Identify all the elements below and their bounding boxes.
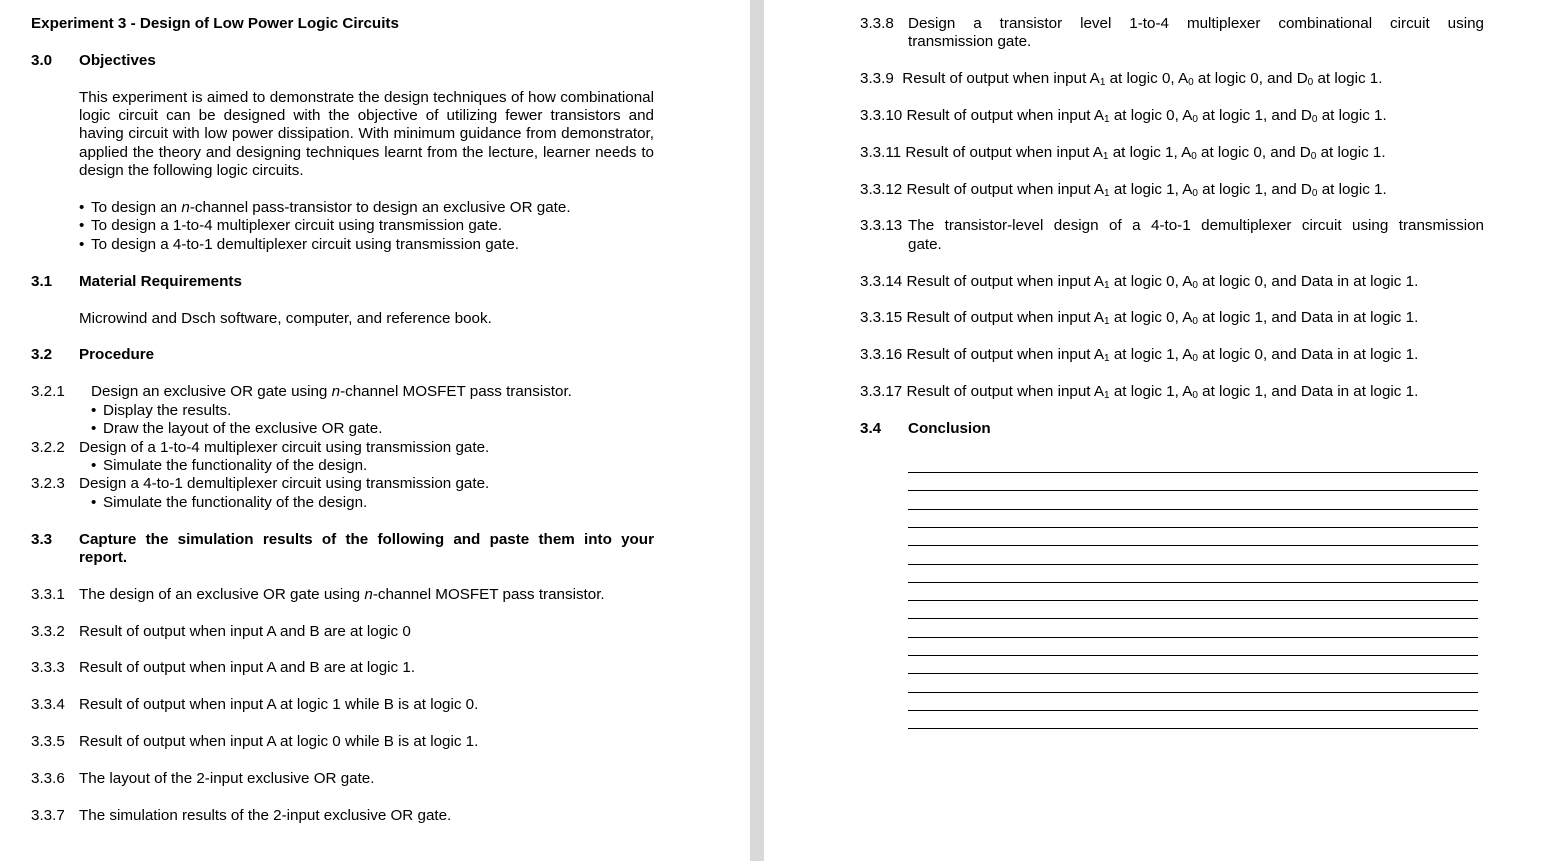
procedure-3-2-3-text: Design a 4-to-1 demultiplexer circuit using transmission gate.	[79, 475, 490, 492]
conclusion-line[interactable]	[908, 692, 1478, 693]
section-3-2-heading: Procedure	[79, 346, 155, 363]
item-3-3-1-number: 3.3.1	[31, 586, 65, 603]
item-3-3-2-number: 3.3.2	[31, 623, 65, 640]
conclusion-line[interactable]	[908, 545, 1478, 546]
section-3-3-heading-line-1: Capture the simulation results of the following and paste them into your	[79, 531, 654, 548]
item-3-3-13-line-1: The transistor-level design of a 4-to-1 demultiplexer circuit using transmission	[908, 217, 1484, 234]
objective-bullet-3: • To design a 4-to-1 demultiplexer circuit using transmission gate.	[91, 236, 519, 254]
procedure-3-2-2-text: Design of a 1-to-4 multiplexer circuit using transmission gate.	[79, 439, 490, 456]
conclusion-line[interactable]	[908, 527, 1478, 528]
mux-result-row: 3.3.9 Result of output when input $A_1$ at logic 0, $A_0$ at logic 0, and $D_0$ at logic 1.	[860, 70, 1383, 88]
material-requirements-text: Microwind and Dsch software, computer, and reference book.	[79, 310, 492, 327]
conclusion-line[interactable]	[908, 564, 1478, 565]
conclusion-line[interactable]	[908, 490, 1478, 491]
item-3-3-13-number: 3.3.13	[860, 217, 903, 234]
item-3-3-4-number: 3.3.4	[31, 696, 65, 713]
item-3-3-3-text: Result of output when input A and B are at logic 1.	[79, 659, 416, 676]
objective-paragraph: This experiment is aimed to demonstrate the design techniques of how combinational logic circuit can be designed with the objective of utilizing fewer transistors and having circuit with low power dissipation. With minimum guidance from demonstrator, applied the theory and designing techniques learnt from the lecture, learner needs to design the following logic circuits.	[79, 89, 654, 179]
item-3-3-3-number: 3.3.3	[31, 659, 65, 676]
demux-result-row: 3.3.15 Result of output when input $A_1$ at logic 0, $A_0$ at logic 1, and Data in at logic 1.	[860, 309, 1419, 327]
demux-result-row: 3.3.17 Result of output when input $A_1$ at logic 1, $A_0$ at logic 1, and Data in at logic 1.	[860, 383, 1419, 401]
section-3-4-heading: Conclusion	[908, 420, 991, 437]
item-3-3-6-text: The layout of the 2-input exclusive OR gate.	[79, 770, 375, 787]
item-3-3-8-line-2: transmission gate.	[908, 33, 1032, 50]
procedure-3-2-3-number: 3.2.3	[31, 475, 65, 492]
conclusion-line[interactable]	[908, 600, 1478, 601]
section-3-0-number: 3.0	[31, 52, 53, 69]
item-3-3-8-number: 3.3.8	[860, 15, 894, 32]
conclusion-line[interactable]	[908, 673, 1478, 674]
procedure-3-2-1-number: 3.2.1	[31, 383, 65, 400]
document-title: Experiment 3 - Design of Low Power Logic Circuits	[31, 15, 399, 32]
conclusion-line[interactable]	[908, 655, 1478, 656]
conclusion-line[interactable]	[908, 618, 1478, 619]
procedure-3-2-1-bullet-1: • Display the results.	[103, 402, 231, 420]
procedure-3-2-1-bullet-2: • Draw the layout of the exclusive OR gate.	[103, 420, 382, 438]
procedure-3-2-2-number: 3.2.2	[31, 439, 65, 456]
item-3-3-5-number: 3.3.5	[31, 733, 65, 750]
mux-result-row: 3.3.12 Result of output when input $A_1$ at logic 1, $A_0$ at logic 1, and $D_0$ at logic 1.	[860, 181, 1387, 199]
conclusion-line[interactable]	[908, 637, 1478, 638]
section-3-2-number: 3.2	[31, 346, 53, 363]
procedure-3-2-3-bullet-1: • Simulate the functionality of the design.	[103, 494, 367, 512]
item-3-3-4-text: Result of output when input A at logic 1 while B is at logic 0.	[79, 696, 479, 713]
conclusion-line[interactable]	[908, 710, 1478, 711]
section-3-1-heading: Material Requirements	[79, 273, 242, 290]
conclusion-line[interactable]	[908, 509, 1478, 510]
section-3-3-heading-line-2: report.	[79, 549, 128, 566]
left-page	[0, 0, 750, 861]
item-3-3-13-line-2: gate.	[908, 236, 942, 253]
mux-result-row: 3.3.10 Result of output when input $A_1$ at logic 0, $A_0$ at logic 1, and $D_0$ at logic 1.	[860, 107, 1387, 125]
section-3-0-heading: Objectives	[79, 52, 156, 69]
procedure-3-2-1-text: Design an exclusive OR gate using n-channel MOSFET pass transistor.	[91, 383, 572, 400]
conclusion-line[interactable]	[908, 582, 1478, 583]
objective-bullet-2: • To design a 1-to-4 multiplexer circuit using transmission gate.	[91, 217, 502, 235]
demux-result-row: 3.3.14 Result of output when input $A_1$ at logic 0, $A_0$ at logic 0, and Data in at logic 1.	[860, 273, 1419, 291]
conclusion-line[interactable]	[908, 728, 1478, 729]
procedure-3-2-2-bullet-1: • Simulate the functionality of the design.	[103, 457, 367, 475]
section-3-3-number: 3.3	[31, 531, 53, 548]
item-3-3-1-text: The design of an exclusive OR gate using n-channel MOSFET pass transistor.	[79, 586, 605, 603]
item-3-3-6-number: 3.3.6	[31, 770, 65, 787]
section-3-1-number: 3.1	[31, 273, 53, 290]
objective-bullet-1: • To design an n-channel pass-transistor to design an exclusive OR gate.	[91, 199, 571, 217]
item-3-3-2-text: Result of output when input A and B are at logic 0	[79, 623, 411, 640]
right-page	[764, 0, 1542, 861]
demux-result-row: 3.3.16 Result of output when input $A_1$ at logic 1, $A_0$ at logic 0, and Data in at logic 1.	[860, 346, 1419, 364]
section-3-4-number: 3.4	[860, 420, 882, 437]
item-3-3-8-line-1: Design a transistor level 1-to-4 multiplexer combinational circuit using	[908, 15, 1484, 32]
conclusion-line[interactable]	[908, 472, 1478, 473]
item-3-3-5-text: Result of output when input A at logic 0 while B is at logic 1.	[79, 733, 479, 750]
item-3-3-7-text: The simulation results of the 2-input exclusive OR gate.	[79, 807, 452, 824]
mux-result-row: 3.3.11 Result of output when input $A_1$ at logic 1, $A_0$ at logic 0, and $D_0$ at logic 1.	[860, 144, 1386, 162]
item-3-3-7-number: 3.3.7	[31, 807, 65, 824]
